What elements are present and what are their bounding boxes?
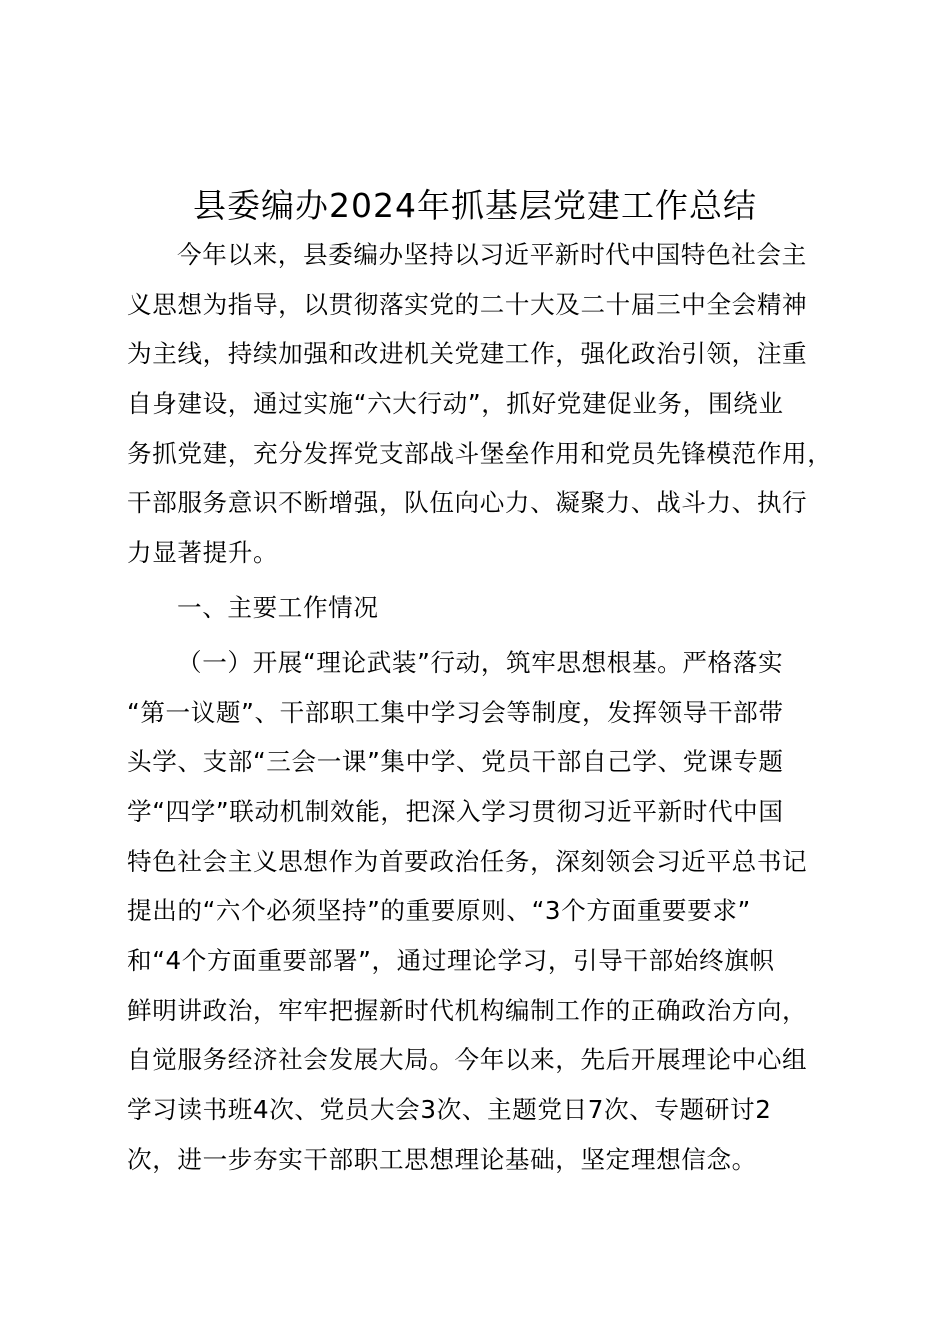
- paragraph-line: 次，进一步夯实干部职工思想理论基础，坚定理想信念。: [127, 1144, 757, 1174]
- intro-paragraph: [127, 230, 857, 578]
- intro-line: 自身建设，通过实施“六大行动”，抓好党建促业务，围绕业: [127, 389, 784, 419]
- intro-line: 今年以来，县委编办坚持以习近平新时代中国特色社会主: [177, 240, 807, 269]
- document-title: 县委编办2024年抓基层党建工作总结: [193, 186, 757, 225]
- paragraph-line: 提出的“六个必须坚持”的重要原则、“3个方面重要要求”: [127, 896, 751, 926]
- intro-line: 干部服务意识不断增强，队伍向心力、凝聚力、战斗力、执行: [127, 488, 808, 518]
- paragraph-line: （一）开展“理论武装”行动，筑牢思想根基。严格落实: [177, 647, 784, 677]
- paragraph-line: 头学、支部“三会一课”集中学、党员干部自己学、党课专题: [127, 747, 784, 777]
- paragraph-line: 特色社会主义思想作为首要政治任务，深刻领会习近平总书记: [127, 846, 808, 876]
- paragraph-line: 学习读书班4次、党员大会3次、主题党日7次、专题研讨2: [127, 1095, 772, 1124]
- paragraph-line: “第一议题”、干部职工集中学习会等制度，发挥领导干部带: [127, 697, 784, 727]
- section-heading: 一、主要工作情况: [177, 592, 379, 622]
- theory-paragraph: [127, 638, 857, 1185]
- intro-line: 务抓党建，充分发挥党支部战斗堡垒作用和党员先锋模范作用，: [127, 438, 833, 468]
- intro-line: 为主线，持续加强和改进机关党建工作，强化政治引领，注重: [127, 339, 808, 369]
- intro-line: 义思想为指导，以贯彻落实党的二十大及二十届三中全会精神: [127, 289, 808, 319]
- paragraph-line: 和“4个方面重要部署”，通过理论学习，引导干部始终旗帜: [127, 945, 775, 975]
- document-body: [127, 230, 857, 1184]
- paragraph-line: 自觉服务经济社会发展大局。今年以来，先后开展理论中心组: [127, 1045, 808, 1075]
- paragraph-line: 鲜明讲政治，牢牢把握新时代机构编制工作的正确政治方向，: [127, 995, 808, 1025]
- intro-line: 力显著提升。: [127, 538, 279, 568]
- paragraph-line: 学“四学”联动机制效能，把深入学习贯彻习近平新时代中国: [127, 796, 784, 826]
